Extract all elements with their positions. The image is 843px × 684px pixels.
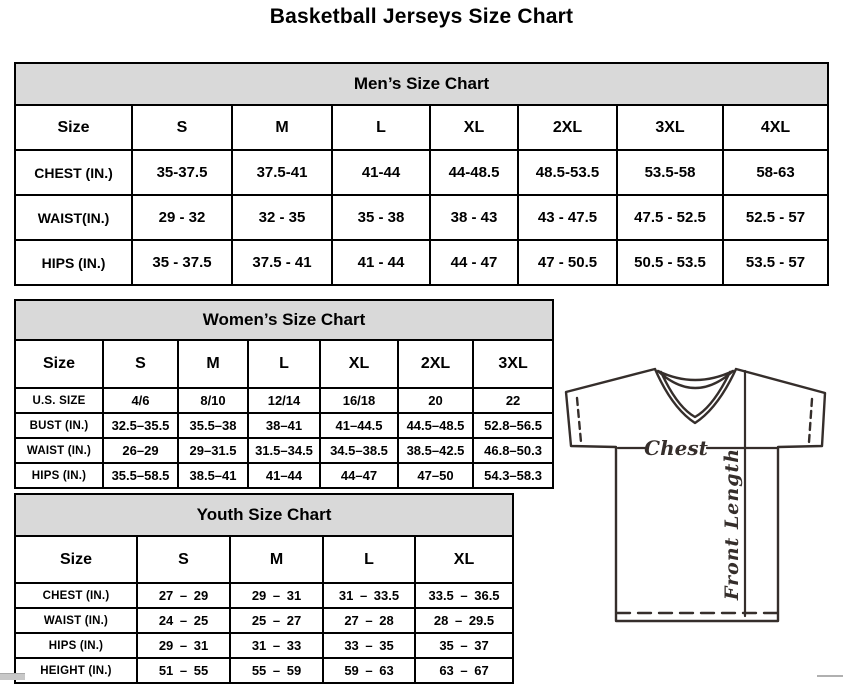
value-cell: 35 - 38 [332, 195, 430, 240]
value-cell: 25 – 27 [230, 608, 323, 633]
value-cell: 8/10 [178, 388, 248, 413]
row-label: HIPS (IN.) [15, 633, 137, 658]
table-title: Men’s Size Chart [15, 63, 828, 105]
value-cell: 53.5-58 [617, 150, 723, 195]
column-header: M [178, 340, 248, 388]
value-cell: 29 – 31 [137, 633, 230, 658]
value-cell: 46.8–50.3 [473, 438, 553, 463]
value-cell: 34.5–38.5 [320, 438, 398, 463]
value-cell: 29 - 32 [132, 195, 232, 240]
row-label: WAIST (IN.) [15, 438, 103, 463]
column-header: L [332, 105, 430, 150]
table-row [15, 150, 828, 195]
value-cell: 44-48.5 [430, 150, 518, 195]
table-row [15, 463, 553, 488]
value-cell: 16/18 [320, 388, 398, 413]
table-row [15, 438, 553, 463]
value-cell: 38–41 [248, 413, 320, 438]
column-header: M [230, 536, 323, 583]
column-header: M [232, 105, 332, 150]
value-cell: 54.3–58.3 [473, 463, 553, 488]
value-cell: 33 – 35 [323, 633, 415, 658]
value-cell: 35.5–58.5 [103, 463, 178, 488]
row-label: U.S. SIZE [15, 388, 103, 413]
row-label: WAIST(IN.) [15, 195, 132, 240]
value-cell: 35.5–38 [178, 413, 248, 438]
table-row [15, 413, 553, 438]
table-row [15, 608, 513, 633]
value-cell: 32.5–35.5 [103, 413, 178, 438]
womens-size-table [14, 299, 554, 489]
value-cell: 59 – 63 [323, 658, 415, 683]
value-cell: 24 – 25 [137, 608, 230, 633]
value-cell: 27 – 28 [323, 608, 415, 633]
column-header: L [323, 536, 415, 583]
page-title: Basketball Jerseys Size Chart [269, 5, 574, 28]
table-row [15, 633, 513, 658]
table-row [15, 240, 828, 285]
value-cell: 44–47 [320, 463, 398, 488]
value-cell: 29 – 31 [230, 583, 323, 608]
value-cell: 52.8–56.5 [473, 413, 553, 438]
horizontal-scrollbar-fragment[interactable] [817, 675, 843, 677]
value-cell: 47 - 50.5 [518, 240, 617, 285]
column-header: S [137, 536, 230, 583]
value-cell: 29–31.5 [178, 438, 248, 463]
value-cell: 31.5–34.5 [248, 438, 320, 463]
column-header: L [248, 340, 320, 388]
column-header: Size [15, 105, 132, 150]
value-cell: 53.5 - 57 [723, 240, 828, 285]
value-cell: 33.5 – 36.5 [415, 583, 513, 608]
column-header: 3XL [473, 340, 553, 388]
jersey-diagram [558, 362, 842, 628]
row-label: HEIGHT (IN.) [15, 658, 137, 683]
column-header: XL [430, 105, 518, 150]
value-cell: 4/6 [103, 388, 178, 413]
table-title: Women’s Size Chart [15, 300, 553, 340]
value-cell: 32 - 35 [232, 195, 332, 240]
value-cell: 22 [473, 388, 553, 413]
value-cell: 37.5-41 [232, 150, 332, 195]
row-label: CHEST (IN.) [15, 150, 132, 195]
value-cell: 35 – 37 [415, 633, 513, 658]
table-row [15, 388, 553, 413]
value-cell: 52.5 - 57 [723, 195, 828, 240]
value-cell: 47–50 [398, 463, 473, 488]
youth-size-table [14, 493, 514, 684]
column-header: 4XL [723, 105, 828, 150]
table-row [15, 195, 828, 240]
jersey-outline [566, 369, 825, 621]
value-cell: 31 – 33.5 [323, 583, 415, 608]
column-header: Size [15, 340, 103, 388]
value-cell: 35-37.5 [132, 150, 232, 195]
column-header: S [132, 105, 232, 150]
table-title: Youth Size Chart [15, 494, 513, 536]
value-cell: 43 - 47.5 [518, 195, 617, 240]
value-cell: 63 – 67 [415, 658, 513, 683]
value-cell: 26–29 [103, 438, 178, 463]
value-cell: 41–44.5 [320, 413, 398, 438]
table-header-row [15, 536, 513, 583]
table-row [15, 658, 513, 683]
value-cell: 38.5–41 [178, 463, 248, 488]
value-cell: 37.5 - 41 [232, 240, 332, 285]
value-cell: 41–44 [248, 463, 320, 488]
column-header: S [103, 340, 178, 388]
value-cell: 41-44 [332, 150, 430, 195]
value-cell: 38 - 43 [430, 195, 518, 240]
mens-size-table [14, 62, 829, 286]
value-cell: 44.5–48.5 [398, 413, 473, 438]
column-header: 2XL [518, 105, 617, 150]
row-label: CHEST (IN.) [15, 583, 137, 608]
column-header: Size [15, 536, 137, 583]
value-cell: 41 - 44 [332, 240, 430, 285]
value-cell: 20 [398, 388, 473, 413]
row-label: BUST (IN.) [15, 413, 103, 438]
value-cell: 27 – 29 [137, 583, 230, 608]
table-header-row [15, 105, 828, 150]
value-cell: 47.5 - 52.5 [617, 195, 723, 240]
value-cell: 58-63 [723, 150, 828, 195]
value-cell: 48.5-53.5 [518, 150, 617, 195]
table-row [15, 583, 513, 608]
column-header: XL [320, 340, 398, 388]
table-header-row [15, 340, 553, 388]
front-length-label: Front Length [721, 447, 743, 601]
value-cell: 12/14 [248, 388, 320, 413]
value-cell: 50.5 - 53.5 [617, 240, 723, 285]
row-label: HIPS (IN.) [15, 240, 132, 285]
value-cell: 38.5–42.5 [398, 438, 473, 463]
chest-label: Chest [644, 436, 708, 460]
value-cell: 35 - 37.5 [132, 240, 232, 285]
jersey-icon [558, 362, 842, 628]
row-label: HIPS (IN.) [15, 463, 103, 488]
value-cell: 31 – 33 [230, 633, 323, 658]
column-header: 2XL [398, 340, 473, 388]
value-cell: 44 - 47 [430, 240, 518, 285]
column-header: 3XL [617, 105, 723, 150]
value-cell: 28 – 29.5 [415, 608, 513, 633]
value-cell: 51 – 55 [137, 658, 230, 683]
row-label: WAIST (IN.) [15, 608, 137, 633]
column-header: XL [415, 536, 513, 583]
value-cell: 55 – 59 [230, 658, 323, 683]
